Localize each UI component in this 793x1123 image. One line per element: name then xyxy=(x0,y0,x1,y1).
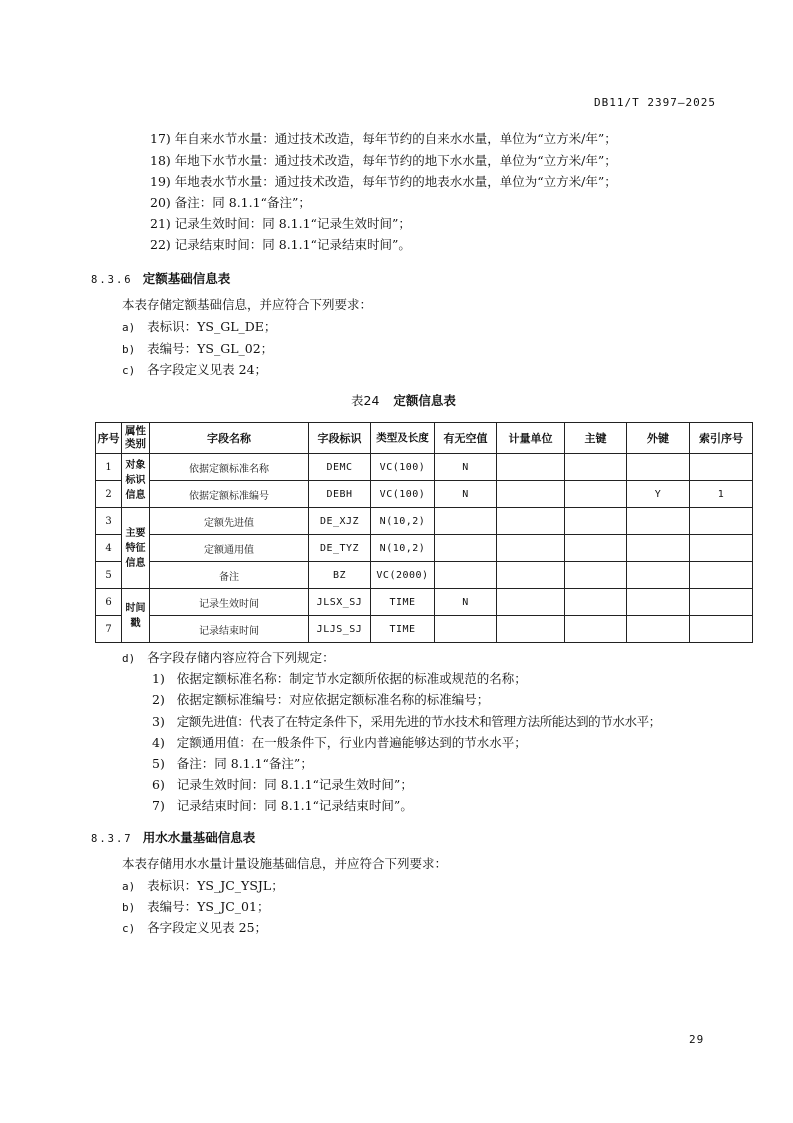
table-row xyxy=(96,481,753,508)
page-number: 29 xyxy=(689,1033,705,1046)
field-name: 记录生效时间 xyxy=(150,589,309,616)
field-name: 依据定额标准编号 xyxy=(150,481,309,508)
nullable: N xyxy=(435,454,497,481)
field-name: 定额通用值 xyxy=(150,535,309,562)
list-item: 7) 记录结束时间：同 8.1.1“记录结束时间”。 xyxy=(152,798,413,813)
col-header: 属性类别 xyxy=(122,423,150,454)
list-item: 3) 定额先进值：代表了在特定条件下，采用先进的节水技术和管理方法所能达到的节水水平； xyxy=(152,714,661,729)
col-header: 字段标识 xyxy=(309,423,371,454)
foreign-key xyxy=(627,508,690,535)
table-header-row xyxy=(96,423,753,454)
nullable xyxy=(435,562,497,589)
index-number xyxy=(690,562,753,589)
unit xyxy=(497,616,565,643)
section-number: 8.3.7 xyxy=(91,833,133,845)
field-name: 依据定额标准名称 xyxy=(150,454,309,481)
field-type: TIME xyxy=(371,616,435,643)
col-header: 有无空值 xyxy=(435,423,497,454)
field-type: VC(100) xyxy=(371,454,435,481)
foreign-key xyxy=(627,589,690,616)
foreign-key xyxy=(627,562,690,589)
col-header: 字段名称 xyxy=(150,423,309,454)
unit xyxy=(497,562,565,589)
field-id: DEMC xyxy=(309,454,371,481)
requirement-item-d: d) 各字段存储内容应符合下列规定： xyxy=(122,650,335,665)
document-id: DB11/T 2397—2025 xyxy=(594,96,716,109)
unit xyxy=(497,508,565,535)
list-item: 20) 备注：同 8.1.1“备注”； xyxy=(150,195,311,210)
primary-key xyxy=(565,589,627,616)
field-type: N(10,2) xyxy=(371,535,435,562)
table-row xyxy=(96,616,753,643)
index-number xyxy=(690,454,753,481)
unit xyxy=(497,535,565,562)
section-intro: 本表存储用水水量计量设施基础信息，并应符合下列要求： xyxy=(122,856,448,871)
field-type: VC(100) xyxy=(371,481,435,508)
row-number: 7 xyxy=(96,616,122,643)
requirement-item: c) 各字段定义见表 25； xyxy=(122,920,268,935)
requirement-item: c) 各字段定义见表 24； xyxy=(122,362,268,377)
table-row xyxy=(96,589,753,616)
field-name: 定额先进值 xyxy=(150,508,309,535)
col-header: 序号 xyxy=(96,423,122,454)
section-title: 定额基础信息表 xyxy=(142,271,231,286)
list-item: 17) 年自来水节水量：通过技术改造，每年节约的自来水水量，单位为“立方米/年”； xyxy=(150,131,617,146)
table-row xyxy=(96,562,753,589)
col-header: 主键 xyxy=(565,423,627,454)
table-caption-title: 定额信息表 xyxy=(393,393,456,408)
foreign-key xyxy=(627,616,690,643)
section-intro: 本表存储定额基础信息，并应符合下列要求： xyxy=(122,297,373,312)
field-id: JLSX_SJ xyxy=(309,589,371,616)
list-item: 19) 年地表水节水量：通过技术改造，每年节约的地表水水量，单位为“立方米/年”； xyxy=(150,174,617,189)
field-type: N(10,2) xyxy=(371,508,435,535)
table-row xyxy=(96,535,753,562)
row-number: 2 xyxy=(96,481,122,508)
row-number: 1 xyxy=(96,454,122,481)
section-heading-837 xyxy=(91,827,255,846)
index-number xyxy=(690,535,753,562)
table-row xyxy=(96,508,753,535)
requirement-item: a) 表标识：YS_JC_YSJL； xyxy=(122,878,284,893)
table-caption xyxy=(351,391,456,409)
primary-key xyxy=(565,454,627,481)
attribute-category: 时间戳 xyxy=(122,589,150,643)
index-number xyxy=(690,616,753,643)
nullable: N xyxy=(435,481,497,508)
row-number: 3 xyxy=(96,508,122,535)
table-caption-number: 表24 xyxy=(351,393,380,408)
nullable xyxy=(435,508,497,535)
list-item: 2) 依据定额标准编号：对应依据定额标准名称的标准编号； xyxy=(152,692,490,707)
table-row xyxy=(96,454,753,481)
list-item: 6) 记录生效时间：同 8.1.1“记录生效时间”； xyxy=(152,777,413,792)
primary-key xyxy=(565,562,627,589)
unit xyxy=(497,454,565,481)
nullable: N xyxy=(435,589,497,616)
col-header: 外键 xyxy=(627,423,690,454)
requirement-item: b) 表编号：YS_GL_02； xyxy=(122,341,274,356)
field-id: BZ xyxy=(309,562,371,589)
primary-key xyxy=(565,616,627,643)
row-number: 4 xyxy=(96,535,122,562)
field-id: JLJS_SJ xyxy=(309,616,371,643)
primary-key xyxy=(565,481,627,508)
list-item: 22) 记录结束时间：同 8.1.1“记录结束时间”。 xyxy=(150,237,411,252)
index-number xyxy=(690,589,753,616)
foreign-key xyxy=(627,454,690,481)
list-item: 18) 年地下水节水量：通过技术改造，每年节约的地下水水量，单位为“立方米/年”； xyxy=(150,153,617,168)
nullable xyxy=(435,616,497,643)
list-item: 21) 记录生效时间：同 8.1.1“记录生效时间”； xyxy=(150,216,411,231)
attribute-category: 主要特征信息 xyxy=(122,508,150,589)
row-number: 5 xyxy=(96,562,122,589)
field-type: VC(2000) xyxy=(371,562,435,589)
field-id: DE_TYZ xyxy=(309,535,371,562)
foreign-key xyxy=(627,535,690,562)
section-heading-836 xyxy=(91,268,230,287)
field-name: 记录结束时间 xyxy=(150,616,309,643)
field-id: DE_XJZ xyxy=(309,508,371,535)
list-item: 4) 定额通用值：在一般条件下，行业内普遍能够达到的节水水平； xyxy=(152,735,527,750)
index-number: 1 xyxy=(690,481,753,508)
field-type: TIME xyxy=(371,589,435,616)
row-number: 6 xyxy=(96,589,122,616)
section-number: 8.3.6 xyxy=(91,274,133,286)
nullable xyxy=(435,535,497,562)
field-name: 备注 xyxy=(150,562,309,589)
requirement-item: a) 表标识：YS_GL_DE； xyxy=(122,319,277,334)
section-title: 用水水量基础信息表 xyxy=(142,830,256,845)
primary-key xyxy=(565,535,627,562)
unit xyxy=(497,589,565,616)
list-item: 1) 依据定额标准名称：制定节水定额所依据的标准或规范的名称； xyxy=(152,671,527,686)
primary-key xyxy=(565,508,627,535)
foreign-key: Y xyxy=(627,481,690,508)
requirement-item: b) 表编号：YS_JC_01； xyxy=(122,899,270,914)
index-number xyxy=(690,508,753,535)
field-id: DEBH xyxy=(309,481,371,508)
list-item: 5) 备注：同 8.1.1“备注”； xyxy=(152,756,313,771)
unit xyxy=(497,481,565,508)
col-header: 类型及长度 xyxy=(371,423,435,454)
col-header: 索引序号 xyxy=(690,423,753,454)
col-header: 计量单位 xyxy=(497,423,565,454)
quota-info-table xyxy=(95,422,753,643)
attribute-category: 对象标识信息 xyxy=(122,454,150,508)
